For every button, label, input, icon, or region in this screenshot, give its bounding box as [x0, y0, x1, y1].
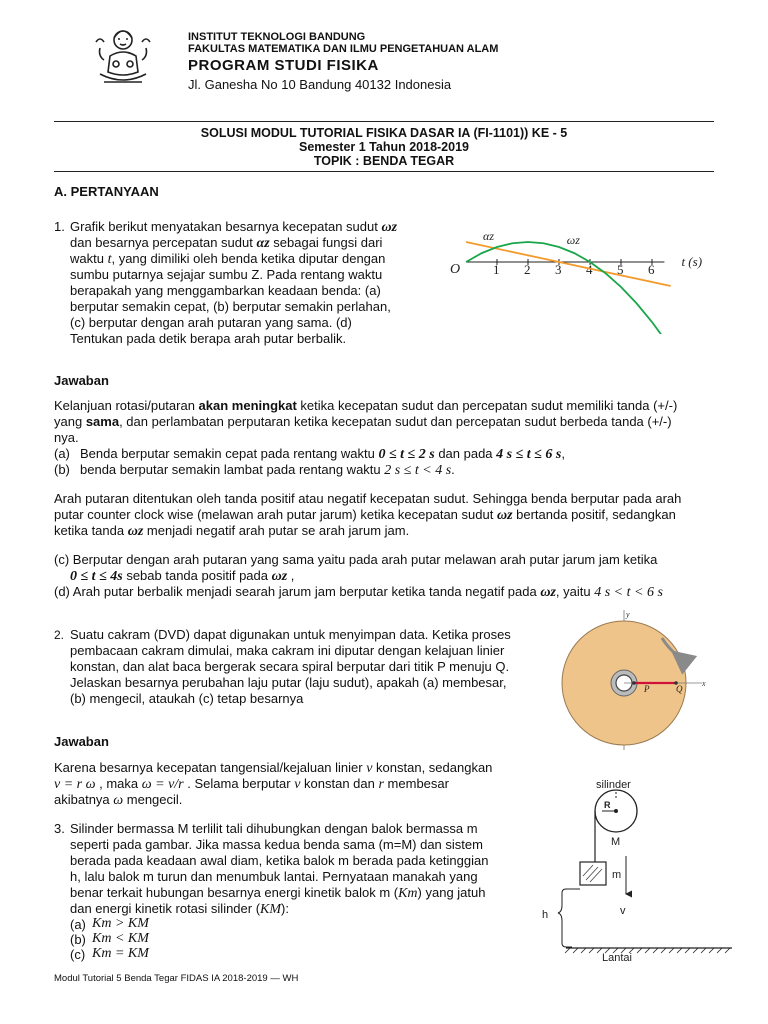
q3-line: berada pada keadaan awal diam, ketika balok m berada pada ketinggian [70, 853, 489, 868]
chart-tick-label: 4 [586, 262, 593, 277]
q1-line: waktu t, yang dimiliki oleh benda ketika diputar dengan [70, 251, 386, 267]
q2-line: Jelaskan besarnya perubahan laju putar (laju sudut), apakah (a) membesar, [70, 675, 507, 690]
velocity-label: v [620, 905, 626, 917]
q3-option: Km > KM [92, 916, 149, 931]
cylinder-block-figure [536, 772, 736, 966]
radius-label: R [604, 800, 611, 810]
q2-line: Suatu cakram (DVD) dapat digunakan untuk menyimpan data. Ketika proses [70, 627, 511, 642]
chart-origin-label: O [450, 262, 461, 277]
title-rule [54, 171, 714, 172]
cylinder-mass-label: M [611, 836, 621, 848]
answer-line: (c) Berputar dengan arah putaran yang sama yaitu pada arah putar melawan arah putar jarum jam ketika [54, 552, 658, 567]
chart-tick-label: 3 [555, 262, 562, 277]
answer-line: putar counter clock wise (melawan arah putar jarum) ketika kecepatan sudut ωz bertanda positif, sedangkan [54, 507, 676, 523]
answer-line: Arah putaran ditentukan oleh tanda positif atau negatif kecepatan sudut. Sehingga benda berputar pada arah [54, 491, 682, 506]
address: Jl. Ganesha No 10 Bandung 40132 Indonesia [188, 77, 452, 92]
y-label: y [626, 610, 630, 619]
answer-line: akibatnya ω mengecil. [54, 792, 183, 808]
header-rule [54, 121, 714, 122]
answer-heading: Jawaban [54, 734, 109, 749]
page-footer: Modul Tutorial 5 Benda Tegar FIDAS IA 2018-2019 — WH [54, 973, 299, 984]
silinder-label: silinder [596, 779, 631, 791]
floor-label: Lantai [602, 952, 632, 964]
q2-line: konstan, dan alat baca bergerak secara spiral berputar dari titik P menuju Q. [70, 659, 510, 674]
q3-line: h, lalu balok m turun dan menumbuk lantai. Pernyataan manakah yang [70, 869, 478, 884]
q1-number: 1. [54, 219, 65, 234]
doc-semester: Semester 1 Tahun 2018-2019 [298, 140, 469, 154]
program-name: PROGRAM STUDI FISIKA [188, 57, 379, 74]
q3-option-label: (b) [70, 932, 86, 947]
q3-option-label: (c) [70, 947, 86, 962]
chart-series-label: ωz [566, 233, 580, 247]
chart-tick-label: 6 [648, 262, 655, 277]
q1-line: sumbu putarnya sejajar sumbu Z. Pada rentang waktu [70, 267, 383, 282]
q1-line: dan besarnya percepatan sudut αz sebagai fungsi dari [70, 235, 383, 251]
chart-tick-label: 1 [493, 262, 500, 277]
answer-line: yang sama, dan perlambatan perputaran ketika kecepatan sudut dan percepatan sudut berbeda tanda (+/-) [54, 414, 672, 429]
answer-heading: Jawaban [54, 373, 109, 388]
chart-series-line [466, 242, 668, 334]
answer-item-label: (b) [54, 462, 70, 477]
answer-line: (d) Arah putar berbalik menjadi searah jarum jam berputar ketika tanda negatif pada ωz, yaitu 4 s < t < 6 s [54, 584, 663, 600]
q3-line: benar terkait hubungan besarnya energi kinetik balok m (Km) yang jatuh [70, 885, 486, 901]
q3-line: seperti pada gambar. Jika massa kedua benda sama (m=M) dan sistem [70, 837, 483, 852]
q3-line: Silinder bermassa M terlilit tali dihubungkan dengan balok bermassa m [70, 821, 478, 836]
dvd-figure [556, 608, 712, 754]
q3-option: Km < KM [92, 931, 149, 946]
q2-line: (b) mengecil, ataukah (c) tetap besarnya [70, 691, 304, 706]
q3-line: dan energi kinetik rotasi silinder (KM): [70, 901, 289, 917]
itb-logo [92, 26, 154, 88]
answer-item-label: (a) [54, 446, 70, 461]
q2-number: 2. [54, 628, 65, 642]
height-brace [558, 889, 580, 947]
answer-line: ketika tanda ωz menjadi negatif arah putar se arah jarum jam. [54, 523, 410, 539]
q3-option: Km = KM [92, 946, 149, 961]
q1-line: berputar semakin cepat, (b) berputar semakin perlahan, [70, 299, 391, 314]
doc-topic: TOPIK : BENDA TEGAR [313, 154, 455, 168]
answer-line: Karena besarnya kecepatan tangensial/kejaluan linier v konstan, sedangkan [54, 760, 493, 776]
q1-line: (c) berputar dengan arah putaran yang sama. (d) [70, 315, 352, 330]
section-heading: A. PERTANYAAN [54, 184, 159, 199]
doc-title: SOLUSI MODUL TUTORIAL FISIKA DASAR IA (FI-1101)) KE - 5 [200, 126, 568, 140]
q1-line: Tentukan pada detik berapa arah putar berbalik. [70, 331, 347, 346]
angular-velocity-chart [436, 212, 736, 334]
answer-line: nya. [54, 430, 79, 445]
q3-option-label: (a) [70, 917, 86, 932]
chart-tick-label: 5 [617, 262, 624, 277]
q2-line: pembacaan cakram dimulai, maka cakram ini diputar dengan kelajuan linier [70, 643, 505, 658]
q1-line: berapakah yang menggambarkan keadaan benda: (a) [70, 283, 381, 298]
chart-series-label: αz [483, 229, 495, 243]
q3-number: 3. [54, 821, 65, 836]
answer-line: Kelanjuan rotasi/putaran akan meningkat ketika kecepatan sudut dan percepatan sudut memiliki tanda (+/-) [54, 398, 678, 413]
answer-item: benda berputar semakin lambat pada rentang waktu 2 s ≤ t < 4 s. [80, 462, 455, 478]
answer-line: 0 ≤ t ≤ 4s sebab tanda positif pada ωz , [70, 568, 295, 584]
chart-x-label: t (s) [681, 254, 703, 269]
q1-line: Grafik berikut menyatakan besarnya kecepatan sudut ωz [70, 219, 398, 235]
chart-tick-label: 2 [524, 262, 531, 277]
answer-line: v = r ω , maka ω = v/r . Selama berputar v konstan dan r membesar [54, 776, 449, 792]
x-label: x [702, 679, 706, 688]
institute-name: INSTITUT TEKNOLOGI BANDUNG [188, 31, 366, 43]
faculty-name: FAKULTAS MATEMATIKA DAN ILMU PENGETAHUAN ALAM [188, 43, 499, 55]
point-q-label: Q [676, 684, 683, 694]
answer-item: Benda berputar semakin cepat pada rentang waktu 0 ≤ t ≤ 2 s dan pada 4 s ≤ t ≤ 6 s, [80, 446, 565, 462]
point-p-label: P [644, 684, 650, 694]
height-label: h [542, 909, 549, 921]
block-mass-label: m [612, 869, 622, 881]
